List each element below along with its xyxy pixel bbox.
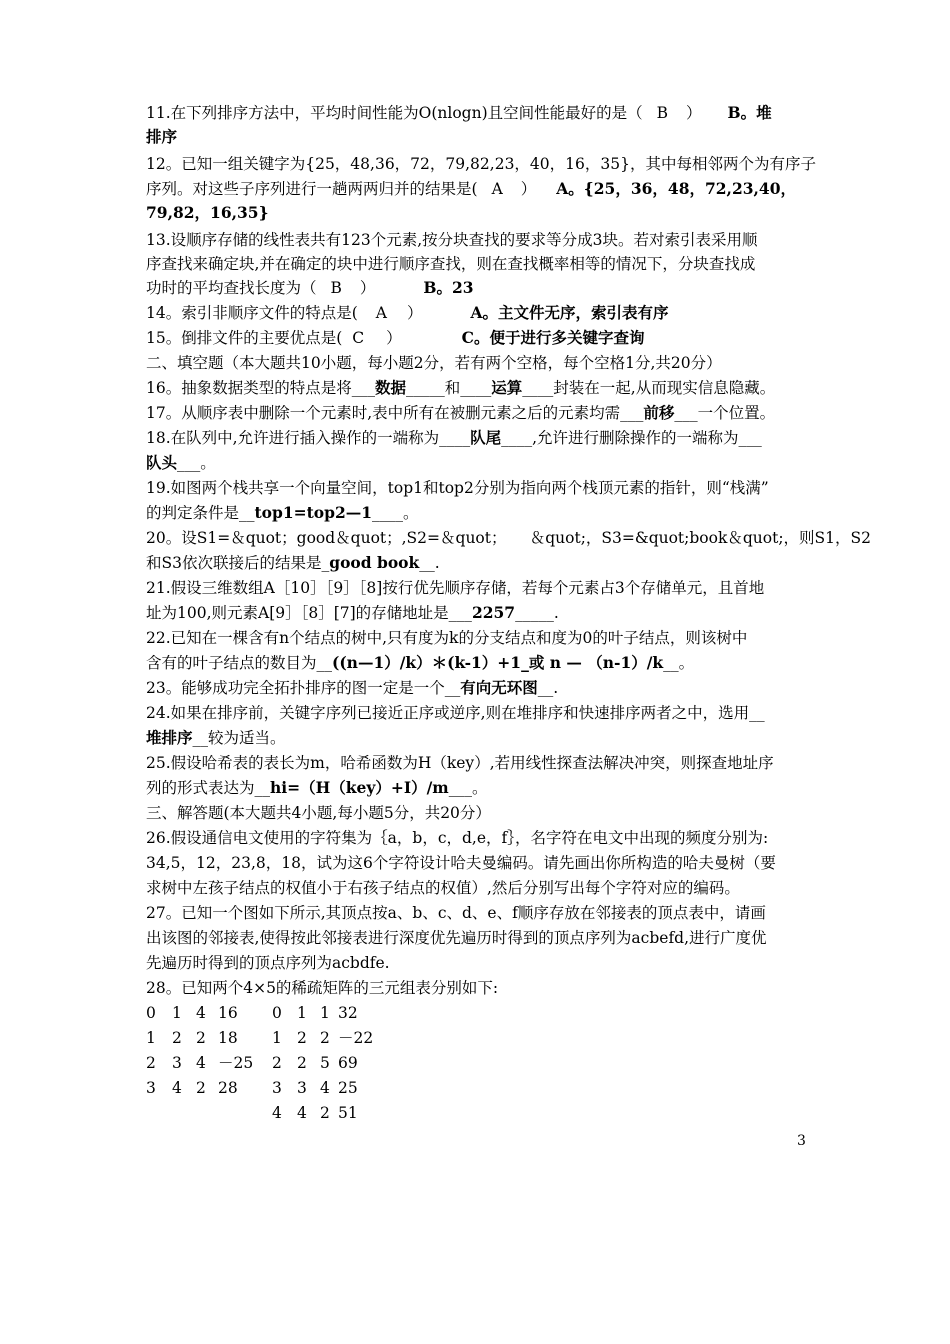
question-25-line-2: 列的形式表达为__hi=（H（key）+I）/m___。 [146,778,488,797]
question-26-line-2: 34,5，12，23,8，18，试为这6个字符设计哈夫曼编码。请先画出你所构造的哈夫曼树（要 [146,854,776,872]
triple-cell: 5 [320,1054,330,1072]
answer-12: A。{25，36，48，72,23,40， [556,179,796,198]
question-28: 28。已知两个4×5的稀疏矩阵的三元组表分别如下: [146,979,499,997]
triple-cell: 0 [146,1004,156,1022]
question-13-line-1: 13.设顺序存储的线性表共有123个元素,按分块查找的要求等分成3块。若对索引表采用顺 [146,231,758,249]
triple-cell: 2 [297,1029,307,1047]
question-20-line-1: 20。设S1=＆quot；good＆quot；,S2=＆quot； ＆quot;，S3=&quot;book＆quot;，则S1，S2 [146,529,872,547]
triple-cell: 3 [297,1079,307,1097]
answer-15: C。便于进行多关键字查询 [461,328,645,347]
question-19-line-1: 19.如图两个栈共享一个向量空间，top1和top2分别为指向两个栈顶元素的指针，则“栈满” [146,479,769,497]
question-18-line-2: 队头___。 [146,453,216,472]
question-26-line-3: 求树中左孩子结点的权值小于右孩子结点的权值）,然后分别写出每个字符对应的编码。 [146,879,740,897]
triple-cell: 2 [196,1029,206,1047]
triple-cell: 1 [172,1004,182,1022]
triple-cell: 2 [320,1104,330,1122]
question-13-line-2: 序查找来确定块,并在确定的块中进行顺序查找，则在查找概率相等的情况下，分块查找成 [146,255,756,273]
question-18-line-1: 18.在队列中,允许进行插入操作的一端称为____队尾____,允许进行删除操作的一端称为___ [146,428,762,447]
triple-cell: 4 [196,1004,206,1022]
question-11-line-1: 11.在下列排序方法中，平均时间性能为O(nlogn)且空间性能最好的是（ B ） B。堆 [146,103,772,122]
question-27-line-3: 先遍历时得到的顶点序列为acbdfe. [146,954,390,972]
triple-cell: 3 [172,1054,182,1072]
question-14: 14。索引非顺序文件的特点是( A ） A。主文件无序，索引表有序 [146,303,669,322]
page-number: 3 [797,1133,806,1149]
triple-cell: 2 [272,1054,282,1072]
triple-cell: 3 [146,1079,156,1097]
triple-cell: 69 [338,1054,358,1072]
question-22-line-1: 22.已知在一棵含有n个结点的树中,只有度为k的分支结点和度为0的叶子结点，则该树中 [146,629,748,647]
triple-cell: 28 [218,1079,238,1097]
triple-cell: 1 [146,1029,156,1047]
triple-cell: 2 [320,1029,330,1047]
triple-cell: －22 [338,1029,374,1047]
triple-cell: 2 [196,1079,206,1097]
question-20-line-2: 和S3依次联接后的结果是_good book__. [146,553,440,572]
triple-cell: 0 [272,1004,282,1022]
triple-cell: 1 [272,1029,282,1047]
triple-cell: 2 [297,1054,307,1072]
question-24-line-1: 24.如果在排序前，关键字序列已接近正序或逆序,则在堆排序和快速排序两者之中，选用__ [146,704,765,722]
triple-cell: 2 [172,1029,182,1047]
question-12-line-1: 12。已知一组关键字为{25，48,36，72，79,82,23，40，16，35}，其中每相邻两个为有序子 [146,155,816,173]
section-2-heading: 二、填空题（本大题共10小题，每小题2分，若有两个空格，每个空格1分,共20分） [146,354,722,372]
answer-13: B。23 [423,278,474,297]
question-21-line-2: 址为100,则元素A[9］［8］[7]的存储地址是___2257_____. [146,603,559,622]
question-16: 16。抽象数据类型的特点是将___数据_____和____运算____封装在一起,从而现实信息隐藏。 [146,378,776,397]
triple-cell: 4 [196,1054,206,1072]
triple-cell: 16 [218,1004,238,1022]
triple-cell: 1 [297,1004,307,1022]
triple-cell: 4 [172,1079,182,1097]
triple-cell: 4 [320,1079,330,1097]
question-12-line-3: 79,82，16,35} [146,203,269,222]
triple-cell: 4 [272,1104,282,1122]
question-17: 17。从顺序表中删除一个元素时,表中所有在被删元素之后的元素均需___前移___一个位置。 [146,403,776,422]
question-13-line-3: 功时的平均查找长度为（ B ） B。23 [146,278,474,297]
question-19-line-2: 的判定条件是__top1=top2—1____。 [146,503,419,522]
triple-cell: 18 [218,1029,238,1047]
question-11-line-2: 排序 [146,127,178,146]
question-27-line-1: 27。已知一个图如下所示,其顶点按a、b、c、d、e、f顺序存放在邻接表的顶点表中，请画 [146,904,766,922]
triple-cell: 51 [338,1104,358,1122]
question-25-line-1: 25.假设哈希表的表长为m，哈希函数为H（key）,若用线性探查法解决冲突，则探查地址序 [146,754,774,772]
question-26-line-1: 26.假设通信电文使用的字符集为｛a，b，c，d,e，f｝，名字符在电文中出现的频度分别为: [146,829,769,847]
question-27-line-2: 出该图的邻接表,使得按此邻接表进行深度优先遍历时得到的顶点序列为acbefd,进行广度优 [146,929,767,947]
answer-11: B。堆 [727,103,772,122]
section-3-heading: 三、解答题(本大题共4小题,每小题5分，共20分） [146,804,491,822]
question-23: 23。能够成功完全拓扑排序的图一定是一个__有向无环图__. [146,678,559,697]
triple-cell: 25 [338,1079,358,1097]
triple-cell: 3 [272,1079,282,1097]
question-12-line-2: 序列。对这些子序列进行一趟两两归并的结果是( A ） A。{25，36，48，72,23,40， [146,179,796,198]
triple-cell: 4 [297,1104,307,1122]
question-22-line-2: 含有的叶子结点的数目为__((n—1）/k）＊(k-1）+1_或 n — （n-1）/k__。 [146,653,695,672]
question-15: 15。倒排文件的主要优点是( C ） C。便于进行多关键字查询 [146,328,645,347]
question-24-line-2: 堆排序__较为适当。 [146,728,286,747]
triple-cell: 2 [146,1054,156,1072]
triple-cell: 1 [320,1004,330,1022]
triple-cell: －25 [218,1054,254,1072]
question-21-line-1: 21.假设三维数组A［10］［9］［8]按行优先顺序存储，若每个元素占3个存储单元，且首地 [146,579,765,597]
triple-cell: 32 [338,1004,358,1022]
answer-14: A。主文件无序，索引表有序 [470,303,669,322]
